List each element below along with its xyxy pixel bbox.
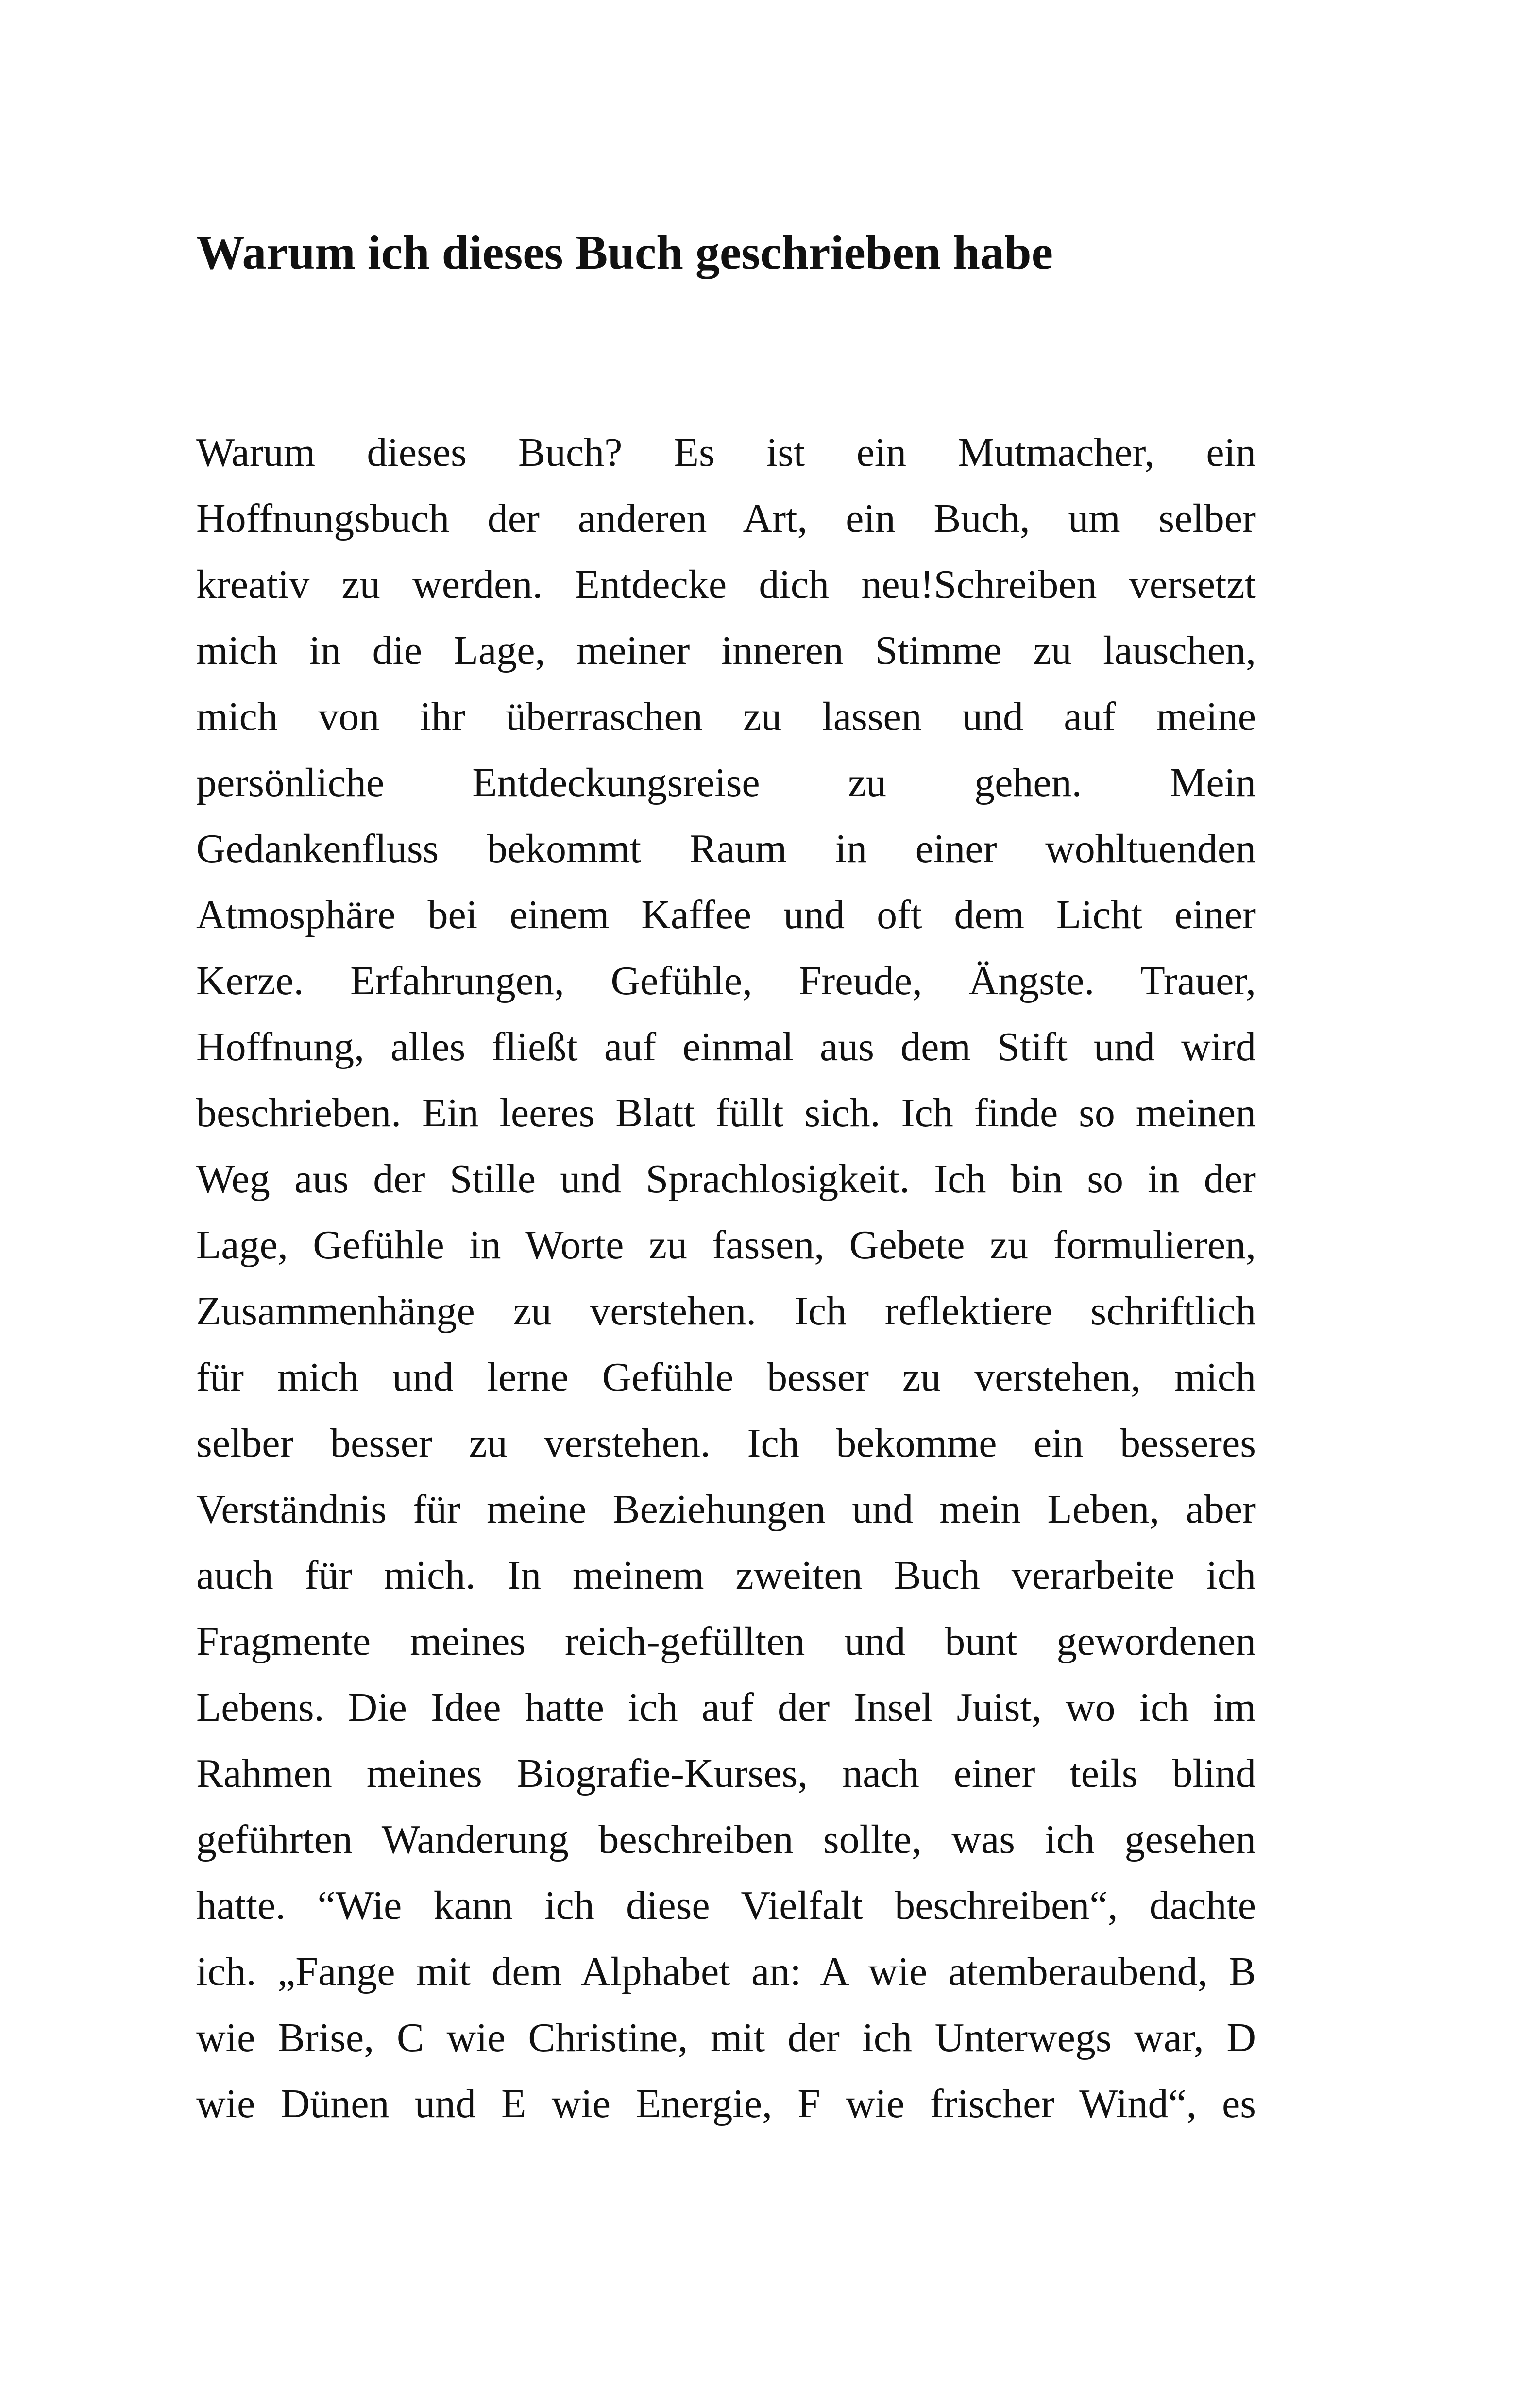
text-line: Zusammenhänge zu verstehen. Ich reflektiere schriftlich: [196, 1289, 1256, 1334]
text-line: Weg aus der Stille und Sprachlosigkeit. Ich bin so in der: [196, 1156, 1256, 1202]
text-line: beschrieben. Ein leeres Blatt füllt sich. Ich finde so meinen: [196, 1090, 1256, 1136]
text-line: wie Dünen und E wie Energie, F wie frischer Wind“, es: [196, 2081, 1256, 2126]
text-line: kreativ zu werden. Entdecke dich neu!Schreiben versetzt: [196, 562, 1256, 607]
text-line: hatte. “Wie kann ich diese Vielfalt beschreiben“, dachte: [196, 1883, 1256, 1928]
text-line: Atmosphäre bei einem Kaffee und oft dem Licht einer: [196, 892, 1256, 937]
text-line: für mich und lerne Gefühle besser zu verstehen, mich: [196, 1355, 1256, 1400]
text-line: wie Brise, C wie Christine, mit der ich Unterwegs war, D: [196, 2015, 1256, 2060]
text-line: Hoffnungsbuch der anderen Art, ein Buch, um selber: [196, 496, 1256, 541]
text-line: Kerze. Erfahrungen, Gefühle, Freude, Ängste. Trauer,: [196, 958, 1256, 1003]
text-line: mich von ihr überraschen zu lassen und auf meine: [196, 694, 1256, 739]
text-line: Hoffnung, alles fließt auf einmal aus dem Stift und wird: [196, 1024, 1256, 1069]
body-paragraph: [196, 420, 1256, 2137]
text-line: Warum dieses Buch? Es ist ein Mutmacher, ein: [196, 430, 1256, 475]
text-line: Verständnis für meine Beziehungen und mein Leben, aber: [196, 1487, 1256, 1532]
text-line: Fragmente meines reich-gefüllten und bunt gewordenen: [196, 1619, 1256, 1664]
text-line: auch für mich. In meinem zweiten Buch verarbeite ich: [196, 1553, 1256, 1598]
text-line: Rahmen meines Biografie-Kurses, nach einer teils blind: [196, 1751, 1256, 1796]
text-line: selber besser zu verstehen. Ich bekomme ein besseres: [196, 1421, 1256, 1466]
text-line: Lage, Gefühle in Worte zu fassen, Gebete zu formulieren,: [196, 1222, 1256, 1268]
text-line: persönliche Entdeckungsreise zu gehen. Mein: [196, 760, 1256, 805]
text-line: ich. „Fange mit dem Alphabet an: A wie atemberaubend, B: [196, 1949, 1256, 1994]
text-line: Gedankenfluss bekommt Raum in einer wohltuenden: [196, 826, 1256, 871]
text-line: mich in die Lage, meiner inneren Stimme zu lauschen,: [196, 628, 1256, 673]
text-line: geführten Wanderung beschreiben sollte, was ich gesehen: [196, 1817, 1256, 1862]
chapter-title: Warum ich dieses Buch geschrieben habe: [196, 225, 1053, 279]
text-line: Lebens. Die Idee hatte ich auf der Insel Juist, wo ich im: [196, 1685, 1256, 1730]
